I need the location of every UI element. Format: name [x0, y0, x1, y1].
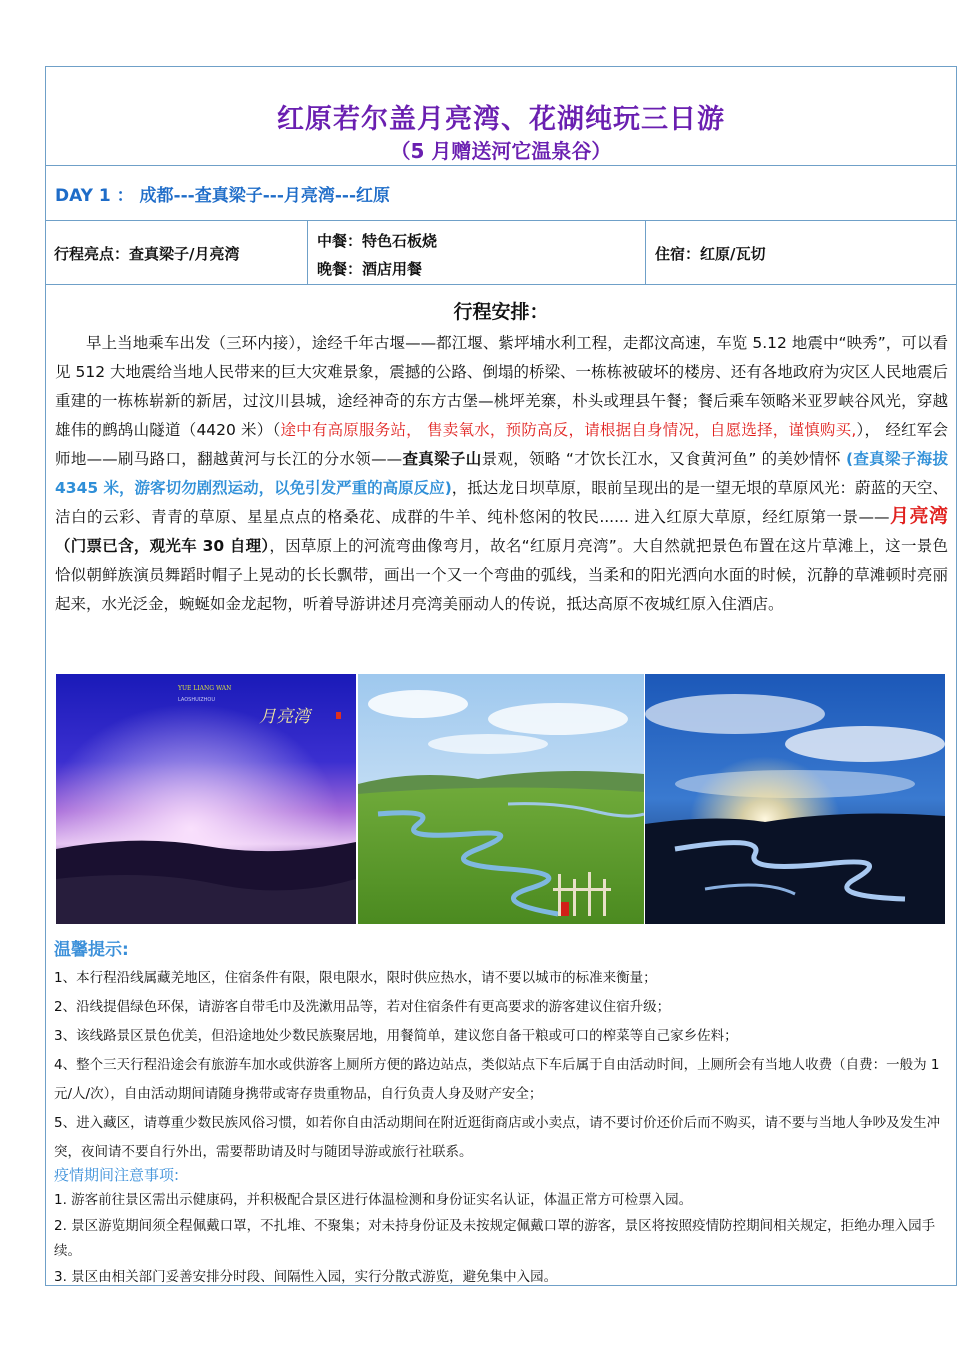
- covid-item: 3. 景区由相关部门妥善安排分时段、间隔性入园，实行分散式游览，避免集中入园。: [54, 1268, 558, 1285]
- lodging-text: 住宿：红原/瓦切: [655, 245, 766, 263]
- photo1-caption-cn: 月亮湾: [259, 707, 310, 727]
- schedule-text-4: ，抵达龙日坝草原，眼前呈现出的是一望无垠的草原风光：蔚蓝的天空、洁白的云彩、青青的草原、星星点点的格桑花、成群的牛羊、纯朴悠闲的牧民...... 进入红原大草原，经红原第一景——: [55, 478, 948, 527]
- schedule-text-2: ）， 经红军会师地——刷马路口，翻越黄河与长江的分水领——: [55, 420, 948, 468]
- tip-item: 1、本行程沿线属藏羌地区，住宿条件有限，限电限水，限时供应热水，请不要以城市的标准来衡量；: [54, 970, 657, 986]
- photo-moon-bay-sunset: [56, 674, 356, 924]
- highlights-cell: [46, 220, 308, 284]
- covid-item: 2. 景区游览期间须全程佩戴口罩，不扎堆、不聚集；对未持身份证及未按规定佩戴口罩的游客，景区将按照疫情防控期间相关规定，拒绝办理入园手续。: [54, 1217, 936, 1259]
- schedule-warning-blue: (查真梁子海拔 4345 米，游客切勿剧烈运动，以免引发严重的高原反应): [55, 449, 948, 497]
- schedule-paragraph: [55, 329, 948, 619]
- photo1-caption-en: YUE LIANG WAN: [178, 685, 232, 692]
- tip-item: 3、该线路景区景色优美，但沿途地处少数民族聚居地，用餐简单，建议您自备干粮或可口的榨菜等自己家乡佐料；: [54, 1028, 738, 1044]
- schedule-text-3: 景观，领略 “才饮长江水，又食黄河鱼” 的美妙情怀: [481, 449, 846, 468]
- tips-list: [54, 964, 954, 1167]
- schedule-moon-bay: 月亮湾: [889, 505, 948, 528]
- photo-river-sunset: [645, 674, 945, 924]
- itinerary-frame: [45, 66, 957, 1286]
- schedule-text-1: 早上当地乘车出发（三环内接），途经千年古堰——都江堰、紫坪埔水利工程，走都汶高速，车览 5.12 地震中“映秀”，可以看见 512 大地震给当地人民带来的巨大灾难景象，震撼的公路、倒塌的桥梁、一栋栋被破坏的楼房、还有各地政府为灾区人民地震后重建的一栋栋崭新的新居，过汶川县城，途经神奇的东方古堡—桃坪羌寨，朴头或理县午餐；餐后乘车领略米亚罗峡谷风光，穿越雄伟的鹧鸪山隧道（4420 米）（: [55, 334, 948, 439]
- schedule-bold-pass: 查真梁子山: [402, 449, 482, 468]
- schedule-text-5: ，因草原上的河流弯曲像弯月，故名“红原月亮湾”。大自然就把景色布置在这片草滩上，这一景色恰似朝鲜族演员舞蹈时帽子上晃动的长长飘带，画出一个又一个弯曲的弧线，当柔和的阳光洒向水面的时候，沉静的草滩顿时亮丽起来，水光泛金，蜿蜒如金龙起物，听着导游讲述月亮湾美丽动人的传说，抵达高原不夜城红原入住酒店。: [55, 537, 948, 614]
- highlights-text: 行程亮点：查真梁子/月亮湾: [54, 245, 240, 263]
- day-label: DAY 1 ： 成都---查真梁子---月亮湾---红原: [55, 186, 391, 206]
- title-block: [46, 67, 956, 166]
- lunch-text: 中餐：特色石板烧: [317, 232, 438, 250]
- info-row: [46, 220, 956, 285]
- photo-sunset-svg: [56, 674, 356, 924]
- photo-meadow-river: [358, 674, 644, 924]
- page-subtitle: （5 月赠送河它温泉谷）: [390, 139, 612, 163]
- lodging-cell: [646, 220, 958, 284]
- schedule-ticket-note: （门票已含，观光车 30 自理）: [55, 537, 270, 556]
- day-row: [46, 165, 956, 221]
- tips-title: 温馨提示:: [54, 940, 129, 960]
- covid-title: 疫情期间注意事项:: [54, 1166, 180, 1184]
- photo-river-svg: [645, 674, 945, 924]
- schedule-warning-red: 途中有高原服务站， 售卖氧水，预防高反，请根据自身情况，自愿选择，谨慎购买,: [280, 420, 857, 439]
- covid-item: 1. 游客前往景区需出示健康码，并积极配合景区进行体温检测和身份证实名认证，体温正常方可检票入园。: [54, 1192, 693, 1208]
- meals-cell: [308, 220, 646, 284]
- schedule-title: 行程安排：: [453, 301, 549, 323]
- dinner-text: 晚餐：酒店用餐: [317, 260, 423, 278]
- tip-item: 4、整个三天行程沿途会有旅游车加水或供游客上厕所方便的路边站点，类似站点下车后属于自由活动时间，上厕所会有当地人收费（自费：一般为 1 元/人/次），自由活动期间请随身携带或寄存贵重物品，自行负责人身及财产安全；: [54, 1057, 940, 1102]
- tip-item: 2、沿线提倡绿色环保，请游客自带毛巾及洗漱用品等，若对住宿条件有更高要求的游客建议住宿升级；: [54, 999, 671, 1015]
- tip-item: 5、进入藏区，请尊重少数民族风俗习惯，如若你自由活动期间在附近逛街商店或小卖点，请不要讨价还价后而不购买，请不要与当地人争吵及发生冲突，夜间请不要自行外出，需要帮助请及时与随团导游或旅行社联系。: [54, 1115, 941, 1160]
- photo-meadow-svg: [358, 674, 644, 924]
- covid-list: [54, 1188, 954, 1290]
- page-title: 红原若尔盖月亮湾、花湖纯玩三日游: [277, 104, 725, 135]
- photo1-caption-en2: LAOSHUIZHOU: [178, 697, 216, 703]
